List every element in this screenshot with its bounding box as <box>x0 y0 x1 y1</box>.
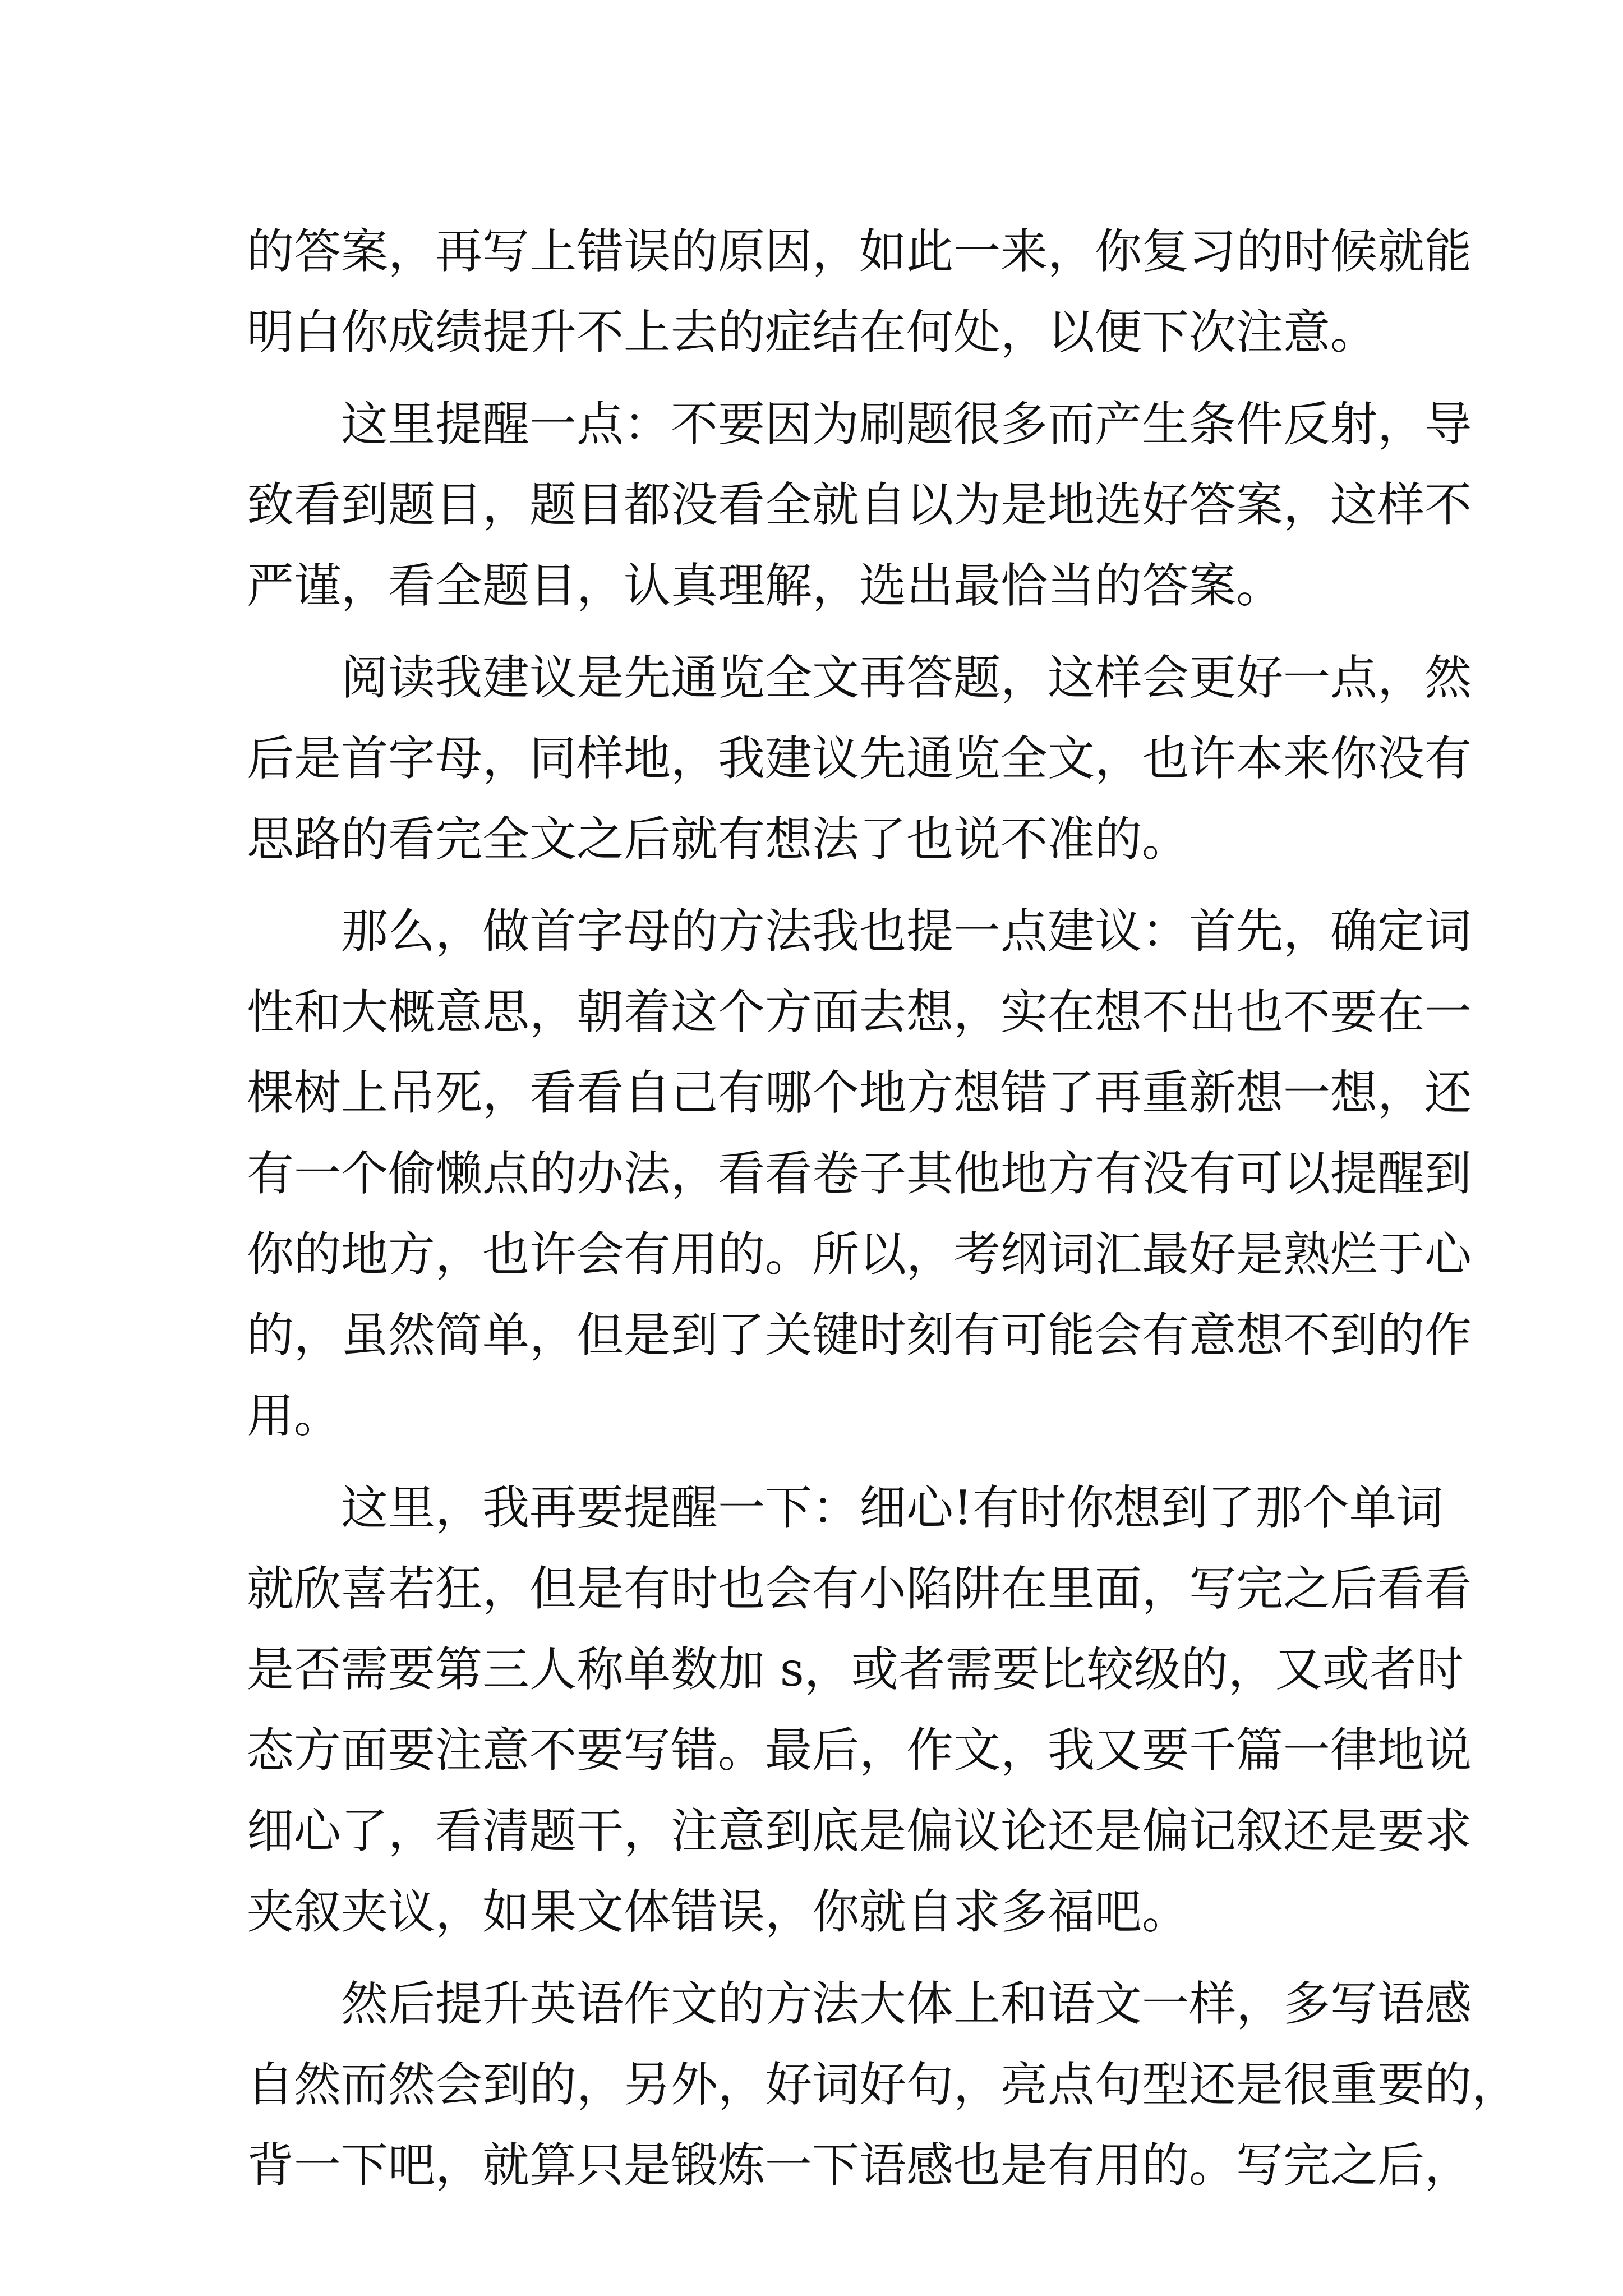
paragraph <box>247 637 1472 880</box>
text-line: 然后提升英语作文的方法大体上和语文一样，多写语感 <box>341 1976 1472 2031</box>
text-line: 有一个偷懒点的办法，看看卷子其他地方有没有可以提醒到 <box>247 1146 1472 1201</box>
text-line: 思路的看完全文之后就有想法了也说不准的。 <box>247 812 1189 867</box>
text-line: 自然而然会到的，另外，好词好句，亮点句型还是很重要的， <box>247 2057 1519 2112</box>
text-line: 的，虽然简单，但是到了关键时刻有可能会有意想不到的作 <box>247 1308 1472 1363</box>
text-line: 态方面要注意不要写错。最后，作文，我又要千篇一律地说 <box>247 1723 1472 1778</box>
paragraph <box>247 891 1472 1456</box>
text-line: 背一下吧，就算只是锻炼一下语感也是有用的。写完之后， <box>247 2138 1472 2193</box>
text-line: 就欣喜若狂，但是有时也会有小陷阱在里面，写完之后看看 <box>247 1561 1472 1616</box>
text-line: 严谨，看全题目，认真理解，选出最恰当的答案。 <box>247 558 1284 613</box>
text-line: 的答案，再写上错误的原因，如此一来，你复习的时候就能 <box>247 224 1472 279</box>
text-line: 后是首字母，同样地，我建议先通览全文，也许本来你没有 <box>247 731 1472 786</box>
text-line: 明白你成绩提升不上去的症结在何处，以便下次注意。 <box>247 305 1378 360</box>
text-line: 那么，做首字母的方法我也提一点建议：首先，确定词 <box>341 904 1472 959</box>
document-body <box>247 211 1519 2206</box>
text-line: 是否需要第三人称单数加 s，或者需要比较级的，又或者时 <box>247 1642 1464 1697</box>
text-line: 致看到题目，题目都没看全就自以为是地选好答案，这样不 <box>247 477 1472 532</box>
text-line: 棵树上吊死，看看自己有哪个地方想错了再重新想一想，还 <box>247 1065 1472 1120</box>
text-line: 夹叙夹议，如果文体错误，你就自求多福吧。 <box>247 1884 1189 1939</box>
text-line: 这里提醒一点：不要因为刷题很多而产生条件反射，导 <box>341 397 1472 452</box>
paragraph <box>247 1963 1519 2206</box>
paragraph <box>247 211 1472 372</box>
text-line: 细心了，看清题干，注意到底是偏议论还是偏记叙还是要求 <box>247 1803 1472 1858</box>
text-line: 阅读我建议是先通览全文再答题，这样会更好一点，然 <box>341 650 1472 705</box>
text-line: 性和大概意思，朝着这个方面去想，实在想不出也不要在一 <box>247 984 1472 1039</box>
text-line: 用。 <box>247 1388 342 1443</box>
paragraph <box>247 384 1472 626</box>
text-line: 你的地方，也许会有用的。所以，考纲词汇最好是熟烂于心 <box>247 1227 1472 1282</box>
text-line: 这里，我再要提醒一下：细心!有时你想到了那个单词 <box>341 1480 1444 1535</box>
paragraph <box>247 1467 1472 1952</box>
